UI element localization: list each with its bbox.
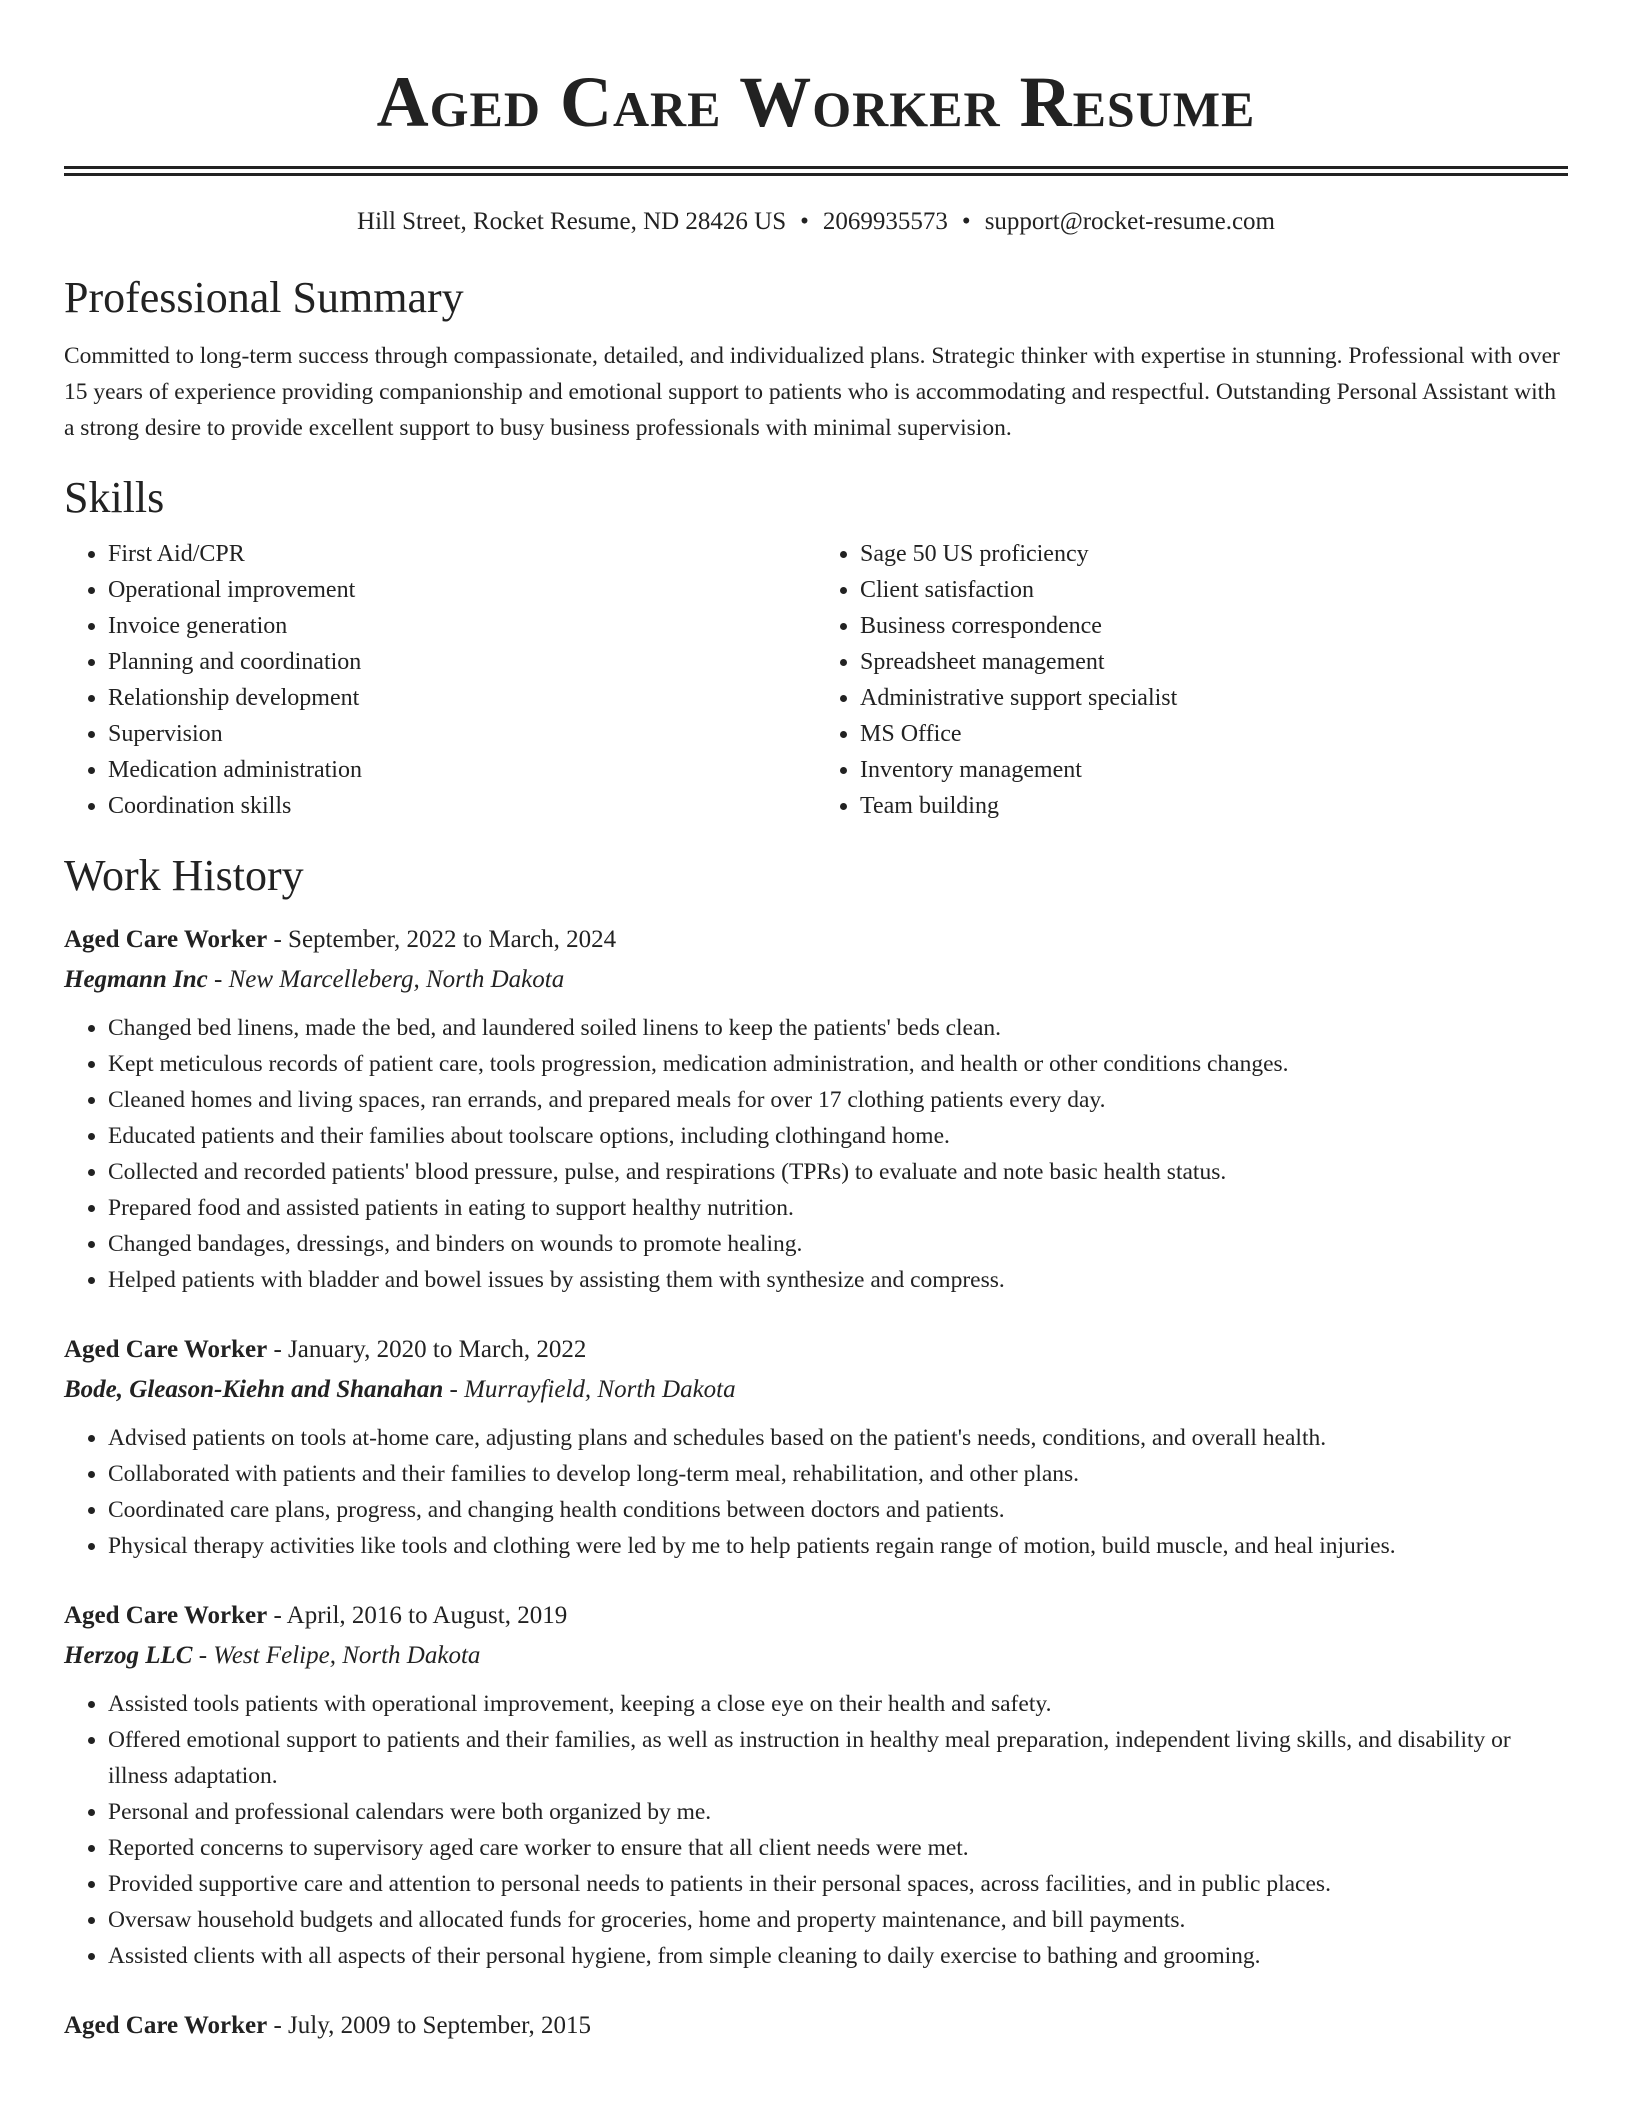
- job-title: Aged Care Worker: [64, 1336, 268, 1363]
- job-duty: • Collaborated with patients and their families to develop long-term meal, rehabilitation, and other plans.: [108, 1456, 1568, 1492]
- job-header: [64, 1598, 1568, 1634]
- summary-section: [64, 272, 1568, 446]
- job-dates: - January, 2020 to March, 2022: [267, 1336, 587, 1363]
- contact-separator: •: [800, 208, 809, 235]
- skills-columns: [64, 536, 1568, 824]
- job-duty: • Advised patients on tools at-home care, adjusting plans and schedules based on the patient's needs, conditions, and overall health.: [108, 1420, 1568, 1456]
- skill-item: • Business correspondence: [860, 608, 1568, 644]
- job-dates: - September, 2022 to March, 2024: [267, 926, 617, 953]
- job-duty: • Physical therapy activities like tools and clothing were led by me to help patients regain range of motion, build muscle, and heal injuries.: [108, 1528, 1568, 1564]
- skill-item: • Coordination skills: [108, 788, 816, 824]
- skills-left-list: [64, 536, 816, 824]
- contact-address: Hill Street, Rocket Resume, ND 28426 US: [357, 208, 787, 235]
- job-duty: • Personal and professional calendars were both organized by me.: [108, 1794, 1568, 1830]
- skill-item: • Team building: [860, 788, 1568, 824]
- job-duty: • Offered emotional support to patients and their families, as well as instruction in healthy meal preparation, independent living skills, and disability or illness adaptation.: [108, 1722, 1568, 1794]
- work-history-heading: Work History: [64, 851, 304, 900]
- skill-item: • Inventory management: [860, 752, 1568, 788]
- job-duty: • Reported concerns to supervisory aged care worker to ensure that all client needs were met.: [108, 1830, 1568, 1866]
- job-duty: • Provided supportive care and attention to personal needs to patients in their personal spaces, across facilities, and in public places.: [108, 1866, 1568, 1902]
- job-company-line: [64, 1372, 1568, 1408]
- job-location: - West Felipe, North Dakota: [192, 1642, 481, 1669]
- skill-item: • Spreadsheet management: [860, 644, 1568, 680]
- job-duty: • Collected and recorded patients' blood pressure, pulse, and respirations (TPRs) to evaluate and note basic health status.: [108, 1154, 1568, 1190]
- skill-item: • MS Office: [860, 716, 1568, 752]
- skill-item: • Client satisfaction: [860, 572, 1568, 608]
- job-header: [64, 922, 1568, 958]
- skills-right-list: [816, 536, 1568, 824]
- contact-separator: •: [961, 208, 971, 235]
- job-duty: • Kept meticulous records of patient care, tools progression, medication administration, and health or other conditions changes.: [108, 1046, 1568, 1082]
- job-header: [64, 1332, 1568, 1368]
- summary-text: Committed to long-term success through compassionate, detailed, and individualized plans. Strategic thinker with expertise in stunning. Professional with over 15 years of experience providing companionship and emotional support to patients who is accommodating and respectful. Outstanding Personal Assistant with a strong desire to provide excellent support to busy business professionals with minimal supervision.: [64, 343, 1560, 441]
- skill-item: • Relationship development: [108, 680, 816, 716]
- job-title: Aged Care Worker: [64, 926, 268, 953]
- skill-item: • Supervision: [108, 716, 816, 752]
- job-entry: [64, 922, 1568, 1298]
- skill-item: • Operational improvement: [108, 572, 816, 608]
- resume-title: Aged Care Worker Resume: [376, 62, 1256, 142]
- contact-email: support@rocket-resume.com: [984, 208, 1275, 235]
- skill-item: • Medication administration: [108, 752, 816, 788]
- job-duty: • Assisted clients with all aspects of their personal hygiene, from simple cleaning to daily exercise to bathing and grooming.: [108, 1938, 1568, 1974]
- skill-item: • Planning and coordination: [108, 644, 816, 680]
- job-location: - New Marcelleberg, North Dakota: [207, 966, 565, 993]
- job-title: Aged Care Worker: [64, 1602, 268, 1629]
- job-entry: [64, 1598, 1568, 1974]
- job-duty: • Cleaned homes and living spaces, ran errands, and prepared meals for over 17 clothing patients every day.: [108, 1082, 1568, 1118]
- job-company: Herzog LLC: [64, 1642, 193, 1669]
- job-duty: • Prepared food and assisted patients in eating to support healthy nutrition.: [108, 1190, 1568, 1226]
- job-location: - Murrayfield, North Dakota: [443, 1376, 736, 1403]
- summary-heading: Professional Summary: [64, 273, 464, 322]
- skill-item: • Administrative support specialist: [860, 680, 1568, 716]
- job-duty: • Oversaw household budgets and allocated funds for groceries, home and property maintenance, and bill payments.: [108, 1902, 1568, 1938]
- job-company: Bode, Gleason-Kiehn and Shanahan: [64, 1376, 444, 1403]
- skill-item: • Sage 50 US proficiency: [860, 536, 1568, 572]
- job-duties-list: [64, 1686, 1568, 1974]
- job-company-line: [64, 962, 1568, 998]
- skills-section: [64, 472, 1568, 824]
- job-duty: • Changed bandages, dressings, and binders on wounds to promote healing.: [108, 1226, 1568, 1262]
- title-double-rule: [64, 166, 1568, 176]
- work-history-section: [64, 850, 1568, 2044]
- job-company: Hegmann Inc: [64, 966, 208, 993]
- job-duty: • Assisted tools patients with operational improvement, keeping a close eye on their health and safety.: [108, 1686, 1568, 1722]
- job-entry: [64, 2008, 1568, 2044]
- skill-item: • Invoice generation: [108, 608, 816, 644]
- job-duty: • Changed bed linens, made the bed, and laundered soiled linens to keep the patients' beds clean.: [108, 1010, 1568, 1046]
- skills-heading: Skills: [64, 473, 165, 522]
- job-duty: • Helped patients with bladder and bowel issues by assisting them with synthesize and compress.: [108, 1262, 1568, 1298]
- job-duties-list: [64, 1010, 1568, 1298]
- job-duty: • Educated patients and their families about toolscare options, including clothingand home.: [108, 1118, 1568, 1154]
- job-company-line: [64, 1638, 1568, 1674]
- job-header: [64, 2008, 1568, 2044]
- job-dates: - April, 2016 to August, 2019: [267, 1602, 568, 1629]
- contact-phone: 2069935573: [822, 208, 948, 235]
- job-duties-list: [64, 1420, 1568, 1564]
- skill-item: • First Aid/CPR: [108, 536, 816, 572]
- job-duty: • Coordinated care plans, progress, and changing health conditions between doctors and patients.: [108, 1492, 1568, 1528]
- contact-line: [64, 206, 1568, 238]
- job-dates: - July, 2009 to September, 2015: [267, 2012, 591, 2039]
- job-title: Aged Care Worker: [64, 2012, 268, 2039]
- job-entry: [64, 1332, 1568, 1564]
